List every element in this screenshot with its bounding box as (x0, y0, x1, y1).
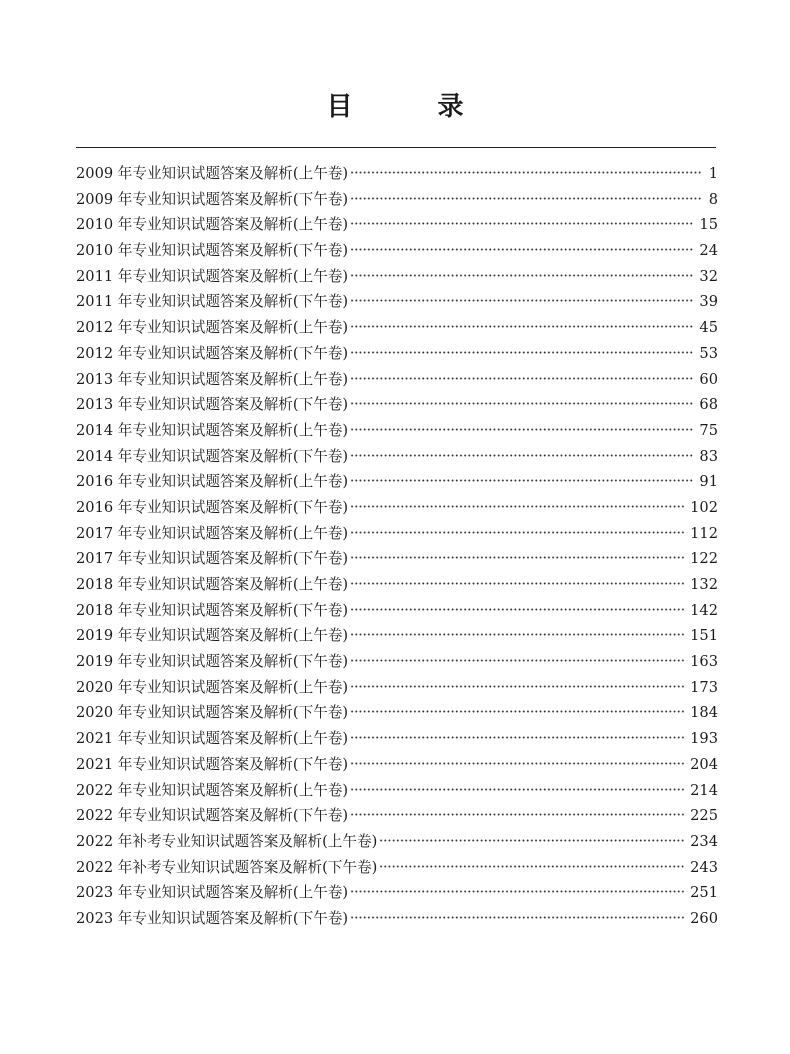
toc-entry-title: 2023 年专业知识试题答案及解析(下午卷) (76, 909, 349, 927)
dot-leader (350, 454, 693, 457)
dot-leader (350, 813, 684, 816)
toc-entry[interactable] (76, 855, 718, 881)
dot-leader (350, 659, 684, 662)
toc-entry[interactable] (76, 803, 718, 829)
toc-entry-page-number: 24 (699, 242, 718, 260)
toc-entry-title: 2019 年专业知识试题答案及解析(下午卷) (76, 653, 349, 671)
toc-entry-title: 2012 年专业知识试题答案及解析(上午卷) (76, 319, 349, 337)
toc-entry-page-number: 39 (699, 293, 718, 311)
toc-entry-page-number: 142 (690, 601, 718, 619)
dot-leader (350, 351, 693, 354)
toc-entry-title: 2011 年专业知识试题答案及解析(下午卷) (76, 293, 349, 311)
toc-entry-page-number: 68 (699, 396, 718, 414)
toc-entry[interactable] (76, 906, 718, 932)
toc-entry-page-number: 173 (690, 678, 718, 696)
toc-entry-title: 2009 年专业知识试题答案及解析(下午卷) (76, 190, 349, 208)
toc-entry-page-number: 225 (690, 807, 718, 825)
toc-entry-page-number: 243 (690, 858, 718, 876)
toc-entry[interactable] (76, 726, 718, 752)
toc-entry[interactable] (76, 418, 718, 444)
toc-entry[interactable] (76, 161, 718, 187)
toc-entry-title: 2020 年专业知识试题答案及解析(下午卷) (76, 704, 349, 722)
toc-entry[interactable] (76, 315, 718, 341)
toc-entry[interactable] (76, 444, 718, 470)
toc-entry-title: 2010 年专业知识试题答案及解析(下午卷) (76, 242, 349, 260)
dot-leader (350, 325, 693, 328)
dot-leader (350, 531, 684, 534)
page-title: 目 录 (326, 92, 502, 122)
toc-entry-page-number: 8 (708, 190, 718, 208)
toc-entry[interactable] (76, 752, 718, 778)
dot-leader (379, 839, 684, 842)
dot-leader (350, 890, 684, 893)
toc-entry-title: 2016 年专业知识试题答案及解析(下午卷) (76, 498, 349, 516)
toc-entry-page-number: 32 (699, 267, 718, 285)
toc-entry[interactable] (76, 598, 718, 624)
toc-entry[interactable] (76, 649, 718, 675)
toc-entry[interactable] (76, 675, 718, 701)
toc-entry-title: 2021 年专业知识试题答案及解析(上午卷) (76, 730, 349, 748)
toc-entry-title: 2022 年专业知识试题答案及解析(下午卷) (76, 807, 349, 825)
toc-entry-title: 2013 年专业知识试题答案及解析(下午卷) (76, 396, 349, 414)
toc-entry-title: 2011 年专业知识试题答案及解析(上午卷) (76, 267, 349, 285)
toc-entry-title: 2021 年专业知识试题答案及解析(下午卷) (76, 755, 349, 773)
dot-leader (350, 171, 702, 174)
toc-entry-title: 2017 年专业知识试题答案及解析(下午卷) (76, 550, 349, 568)
toc-entry[interactable] (76, 572, 718, 598)
dot-leader (350, 222, 693, 225)
toc-entry-title: 2022 年补考专业知识试题答案及解析(上午卷) (76, 832, 378, 850)
toc-entry[interactable] (76, 546, 718, 572)
toc-entry[interactable] (76, 289, 718, 315)
dot-leader (350, 633, 684, 636)
dot-leader (350, 274, 693, 277)
dot-leader (350, 762, 684, 765)
dot-leader (350, 556, 684, 559)
toc-entry-title: 2022 年专业知识试题答案及解析(上午卷) (76, 781, 349, 799)
toc-entry-page-number: 204 (690, 755, 718, 773)
toc-entry[interactable] (76, 829, 718, 855)
toc-entry-page-number: 151 (690, 627, 718, 645)
dot-leader (350, 608, 684, 611)
toc-entry[interactable] (76, 495, 718, 521)
toc-entry-title: 2014 年专业知识试题答案及解析(上午卷) (76, 421, 349, 439)
toc-entry-page-number: 75 (699, 421, 718, 439)
toc-entry-title: 2010 年专业知识试题答案及解析(上午卷) (76, 216, 349, 234)
toc-entry-page-number: 163 (690, 653, 718, 671)
dot-leader (350, 736, 684, 739)
toc-entry-title: 2014 年专业知识试题答案及解析(下午卷) (76, 447, 349, 465)
dot-leader (350, 685, 684, 688)
toc-entry-page-number: 214 (690, 781, 718, 799)
toc-entry-title: 2018 年专业知识试题答案及解析(下午卷) (76, 601, 349, 619)
dot-leader (350, 710, 684, 713)
toc-entry-page-number: 193 (690, 730, 718, 748)
toc-entry-page-number: 251 (690, 884, 718, 902)
toc-entry-title: 2013 年专业知识试题答案及解析(上午卷) (76, 370, 349, 388)
toc-entry-page-number: 1 (708, 165, 718, 182)
toc-entry-title: 2022 年补考专业知识试题答案及解析(下午卷) (76, 858, 378, 876)
toc-entry-page-number: 45 (699, 319, 718, 337)
toc-entry-page-number: 91 (699, 473, 718, 491)
toc-entry-page-number: 15 (699, 216, 718, 234)
dot-leader (350, 197, 702, 200)
toc-entry-page-number: 102 (690, 498, 718, 516)
toc-entry-title: 2017 年专业知识试题答案及解析(上午卷) (76, 524, 349, 542)
toc-entry-page-number: 112 (690, 524, 718, 542)
dot-leader (350, 299, 693, 302)
dot-leader (350, 788, 684, 791)
toc-entry[interactable] (76, 521, 718, 547)
toc-entry-title: 2016 年专业知识试题答案及解析(上午卷) (76, 473, 349, 491)
toc-entry[interactable] (76, 778, 718, 804)
toc-entry[interactable] (76, 367, 718, 393)
toc-entry-title: 2009 年专业知识试题答案及解析(上午卷) (76, 165, 349, 182)
toc-entry-title: 2012 年专业知识试题答案及解析(下午卷) (76, 344, 349, 362)
dot-leader (379, 865, 684, 868)
toc-entry-page-number: 53 (699, 344, 718, 362)
toc-entry[interactable] (76, 187, 718, 213)
toc-entry-page-number: 83 (699, 447, 718, 465)
toc-entry-title: 2019 年专业知识试题答案及解析(上午卷) (76, 627, 349, 645)
title-divider (76, 147, 716, 148)
toc-entry[interactable] (76, 623, 718, 649)
toc-entry-page-number: 132 (690, 576, 718, 593)
table-of-contents (76, 161, 718, 932)
toc-entry[interactable] (76, 880, 718, 906)
toc-entry[interactable] (76, 392, 718, 418)
toc-entry-page-number: 234 (690, 832, 718, 850)
toc-entry-page-number: 184 (690, 704, 718, 722)
toc-entry-title: 2020 年专业知识试题答案及解析(上午卷) (76, 678, 349, 696)
toc-entry[interactable] (76, 212, 718, 238)
dot-leader (350, 916, 684, 919)
toc-entry[interactable] (76, 238, 718, 264)
dot-leader (350, 582, 684, 585)
toc-entry[interactable] (76, 469, 718, 495)
dot-leader (350, 377, 693, 380)
dot-leader (350, 505, 684, 508)
dot-leader (350, 479, 693, 482)
toc-entry-page-number: 122 (690, 550, 718, 568)
toc-entry-page-number: 260 (690, 909, 718, 927)
toc-entry[interactable] (76, 341, 718, 367)
toc-entry-title: 2023 年专业知识试题答案及解析(上午卷) (76, 884, 349, 902)
toc-entry-title: 2018 年专业知识试题答案及解析(上午卷) (76, 576, 349, 593)
toc-entry[interactable] (76, 700, 718, 726)
dot-leader (350, 402, 693, 405)
toc-entry[interactable] (76, 264, 718, 290)
dot-leader (350, 428, 693, 431)
toc-entry-page-number: 60 (699, 370, 718, 388)
dot-leader (350, 248, 693, 251)
